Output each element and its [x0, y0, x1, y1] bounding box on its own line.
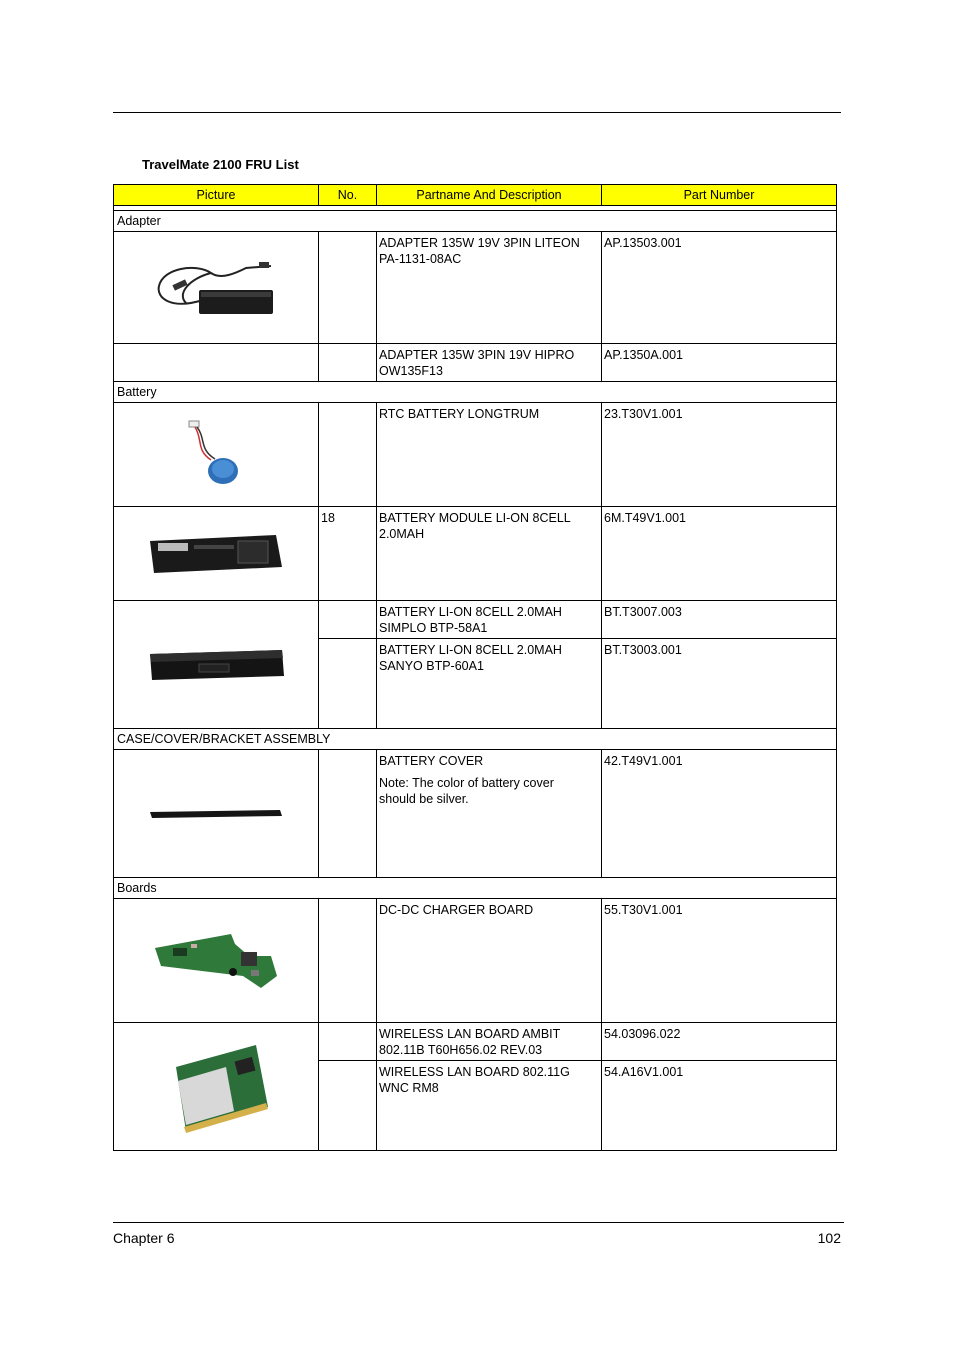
rtc-battery-picture: [114, 403, 319, 507]
row-part-number: AP.1350A.001: [602, 344, 837, 382]
header-partnumber: Part Number: [602, 185, 837, 206]
row-part-number: BT.T3007.003: [602, 601, 837, 639]
row-no: [319, 403, 377, 507]
table-row: [114, 507, 837, 601]
row-description: DC-DC CHARGER BOARD: [377, 899, 602, 1023]
row-description: WIRELESS LAN BOARD AMBIT 802.11B T60H656.02 REV.03: [377, 1023, 602, 1061]
section-adapter: Adapter: [114, 211, 837, 232]
row-description: WIRELESS LAN BOARD 802.11G WNC RM8: [377, 1061, 602, 1151]
row-no: [319, 232, 377, 344]
footer-page-number: 102: [817, 1230, 841, 1246]
row-part-number: 42.T49V1.001: [602, 750, 837, 878]
table-row: [114, 344, 837, 382]
row-description: ADAPTER 135W 19V 3PIN LITEON PA-1131-08AC: [377, 232, 602, 344]
row-part-number: 55.T30V1.001: [602, 899, 837, 1023]
row-description: RTC BATTERY LONGTRUM: [377, 403, 602, 507]
wireless-board-picture: [114, 1023, 319, 1151]
header-picture: Picture: [114, 185, 319, 206]
fru-table: [113, 184, 837, 1151]
wireless-board-image: [156, 1037, 276, 1137]
row-part-number: BT.T3003.001: [602, 639, 837, 729]
header-partname: Partname And Description: [377, 185, 602, 206]
row-part-number: AP.13503.001: [602, 232, 837, 344]
row-no: [319, 639, 377, 729]
row-no: [319, 899, 377, 1023]
row-no: [319, 601, 377, 639]
battery-cover-note: Note: The color of battery cover should be silver.: [379, 776, 554, 806]
adapter-image: [151, 248, 281, 328]
rtc-battery-image: [181, 415, 251, 495]
battery-picture: [114, 601, 319, 729]
row-description: ADAPTER 135W 3PIN 19V HIPRO OW135F13: [377, 344, 602, 382]
table-header: [114, 185, 837, 206]
charger-board-picture: [114, 899, 319, 1023]
top-rule: [113, 112, 841, 113]
charger-board-image: [151, 926, 281, 996]
row-description: BATTERY COVER Note: The color of battery cover should be silver.: [377, 750, 602, 878]
table-row: [114, 899, 837, 1023]
row-no: [319, 750, 377, 878]
page-title: TravelMate 2100 FRU List: [142, 157, 299, 172]
row-no: [319, 1023, 377, 1061]
battery-cover-picture: [114, 750, 319, 878]
header-no: No.: [319, 185, 377, 206]
section-battery: Battery: [114, 382, 837, 403]
row-no: [319, 1061, 377, 1151]
battery-module-image: [146, 529, 286, 579]
section-boards: Boards: [114, 878, 837, 899]
table-row: [114, 750, 837, 878]
table-row: [114, 232, 837, 344]
row-description: BATTERY LI-ON 8CELL 2.0MAH SANYO BTP-60A1: [377, 639, 602, 729]
battery-cover-image: [146, 804, 286, 824]
row-no: 18: [319, 507, 377, 601]
battery-image: [144, 640, 289, 690]
row-part-number: 23.T30V1.001: [602, 403, 837, 507]
section-case: CASE/COVER/BRACKET ASSEMBLY: [114, 729, 837, 750]
battery-module-picture: [114, 507, 319, 601]
row-description: BATTERY MODULE LI-ON 8CELL 2.0MAH: [377, 507, 602, 601]
table-row: [114, 601, 837, 639]
adapter-picture: [114, 232, 319, 344]
row-part-number: 54.03096.022: [602, 1023, 837, 1061]
row-part-number: 6M.T49V1.001: [602, 507, 837, 601]
row-no: [319, 344, 377, 382]
table-row: [114, 403, 837, 507]
bottom-rule: [113, 1222, 844, 1223]
row-part-number: 54.A16V1.001: [602, 1061, 837, 1151]
row-description: BATTERY LI-ON 8CELL 2.0MAH SIMPLO BTP-58A1: [377, 601, 602, 639]
table-row: [114, 1023, 837, 1061]
footer-chapter: Chapter 6: [113, 1230, 175, 1246]
